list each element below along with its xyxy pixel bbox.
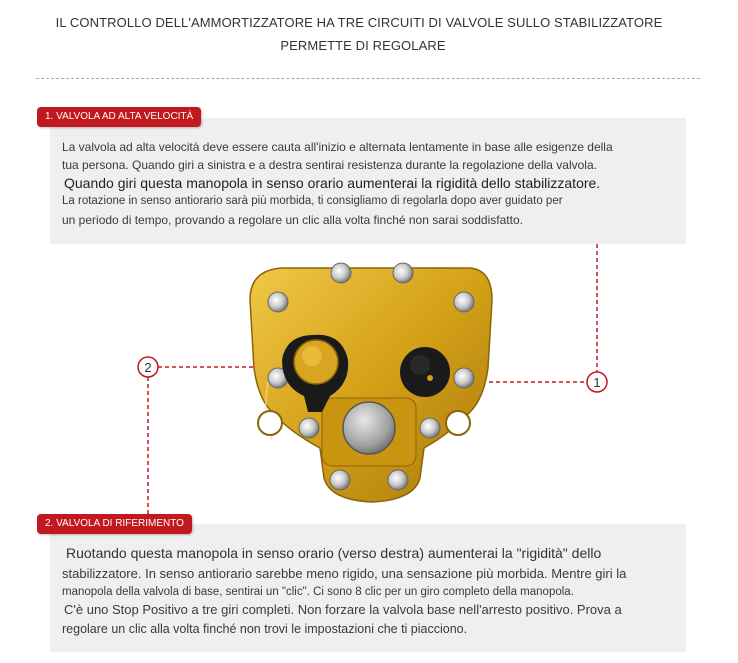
callout-1-marker bbox=[587, 372, 607, 392]
callout-1-label: 1 bbox=[593, 375, 601, 390]
bolt-icon bbox=[454, 292, 474, 312]
mount-hole-right bbox=[446, 411, 470, 435]
bolt-icon bbox=[268, 292, 288, 312]
section1-line-5: un periodo di tempo, provando a regolare un clic alla volta finché non sarai soddisfatto. bbox=[62, 213, 523, 227]
section1-line-3: Quando giri questa manopola in senso orario aumenterai la rigidità dello stabilizzatore. bbox=[64, 175, 601, 191]
bolt-icon bbox=[393, 263, 413, 283]
bolt-icon bbox=[420, 418, 440, 438]
high-speed-valve-knob bbox=[400, 347, 450, 397]
bolt-icon bbox=[330, 470, 350, 490]
bolt-icon bbox=[331, 263, 351, 283]
header-line-2: PERMETTE DI REGOLARE bbox=[280, 38, 446, 53]
callout-2-marker bbox=[138, 357, 158, 377]
section1-line-1: La valvola ad alta velocità deve essere cauta all'inizio e alternata lentamente in base alle esigenze della bbox=[62, 140, 613, 154]
center-shaft-cap bbox=[343, 402, 395, 454]
header-line-1: IL CONTROLLO DELL'AMMORTIZZATORE HA TRE CIRCUITI DI VALVOLE SULLO STABILIZZATORE bbox=[55, 15, 663, 30]
section2-line-5: regolare un clic alla volta finché non trovi le impostazioni che ti piacciono. bbox=[62, 622, 468, 636]
section1-tag: 1. VALVOLA AD ALTA VELOCITÀ bbox=[37, 107, 201, 127]
section1-line-4: La rotazione in senso antiorario sarà più morbida, ti consigliamo di regolarla dopo aver guidato per bbox=[62, 195, 563, 207]
section2-line-2: stabilizzatore. In senso antiorario sarebbe meno rigido, una sensazione più morbida. Mentre giri la bbox=[62, 566, 627, 581]
bolt-icon bbox=[454, 368, 474, 388]
section2-line-4: C'è uno Stop Positivo a tre giri completi. Non forzare la valvola base nell'arresto positivo. Prova a bbox=[64, 602, 622, 617]
bolt-icon bbox=[388, 470, 408, 490]
section2-line-3: manopola della valvola di base, sentirai un "clic". Ci sono 8 clic per un giro completo della manopola. bbox=[62, 586, 574, 598]
bolt-icon bbox=[299, 418, 319, 438]
section1-line-2: tua persona. Quando giri a sinistra e a destra sentirai resistenza durante la regolazione della valvola. bbox=[62, 158, 597, 172]
mount-hole-left bbox=[258, 411, 282, 435]
callout-2-label: 2 bbox=[144, 360, 152, 375]
section2-line-1: Ruotando questa manopola in senso orario (verso destra) aumenterai la "rigidità" dello bbox=[66, 545, 602, 561]
section2-tag: 2. VALVOLA DI RIFERIMENTO bbox=[37, 514, 192, 534]
